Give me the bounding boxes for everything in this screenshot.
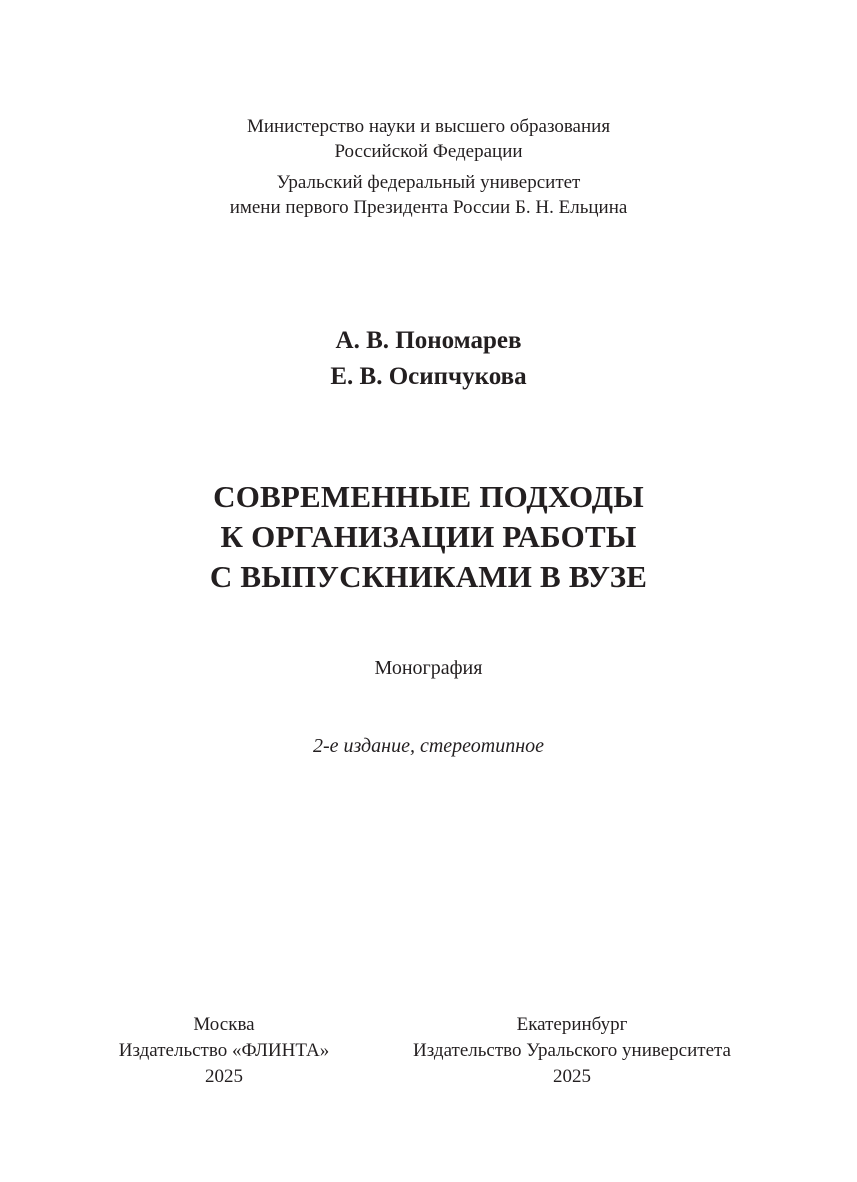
publisher-moscow — [84, 1012, 364, 1090]
edition-label: 2-е издание, стереотипное — [312, 735, 545, 757]
book-title-line-2: К ОРГАНИЗАЦИИ РАБОТЫ — [220, 519, 637, 554]
genre-label: Монография — [374, 657, 483, 679]
university-line-1: Уральский федеральный университет — [276, 172, 581, 193]
publisher-name: Издательство «ФЛИНТА» — [118, 1040, 330, 1061]
publisher-city: Екатеринбург — [516, 1014, 628, 1035]
university-line-2: имени первого Президента России Б. Н. Ельцина — [229, 197, 628, 218]
publisher-year: 2025 — [205, 1066, 243, 1087]
book-title-line-1: СОВРЕМЕННЫЕ ПОДХОДЫ — [213, 479, 644, 514]
author-2: Е. В. Осипчукова — [330, 363, 527, 390]
publisher-city: Москва — [193, 1014, 255, 1035]
ministry-line-2: Российской Федерации — [334, 141, 523, 162]
ministry-line-1: Министерство науки и высшего образования — [246, 116, 611, 137]
publisher-ekaterinburg — [392, 1012, 752, 1090]
publisher-year: 2025 — [553, 1066, 591, 1087]
book-title-line-3: С ВЫПУСКНИКАМИ В ВУЗЕ — [209, 559, 648, 594]
author-1: А. В. Пономарев — [335, 327, 522, 354]
publisher-name: Издательство Уральского университета — [413, 1040, 731, 1061]
